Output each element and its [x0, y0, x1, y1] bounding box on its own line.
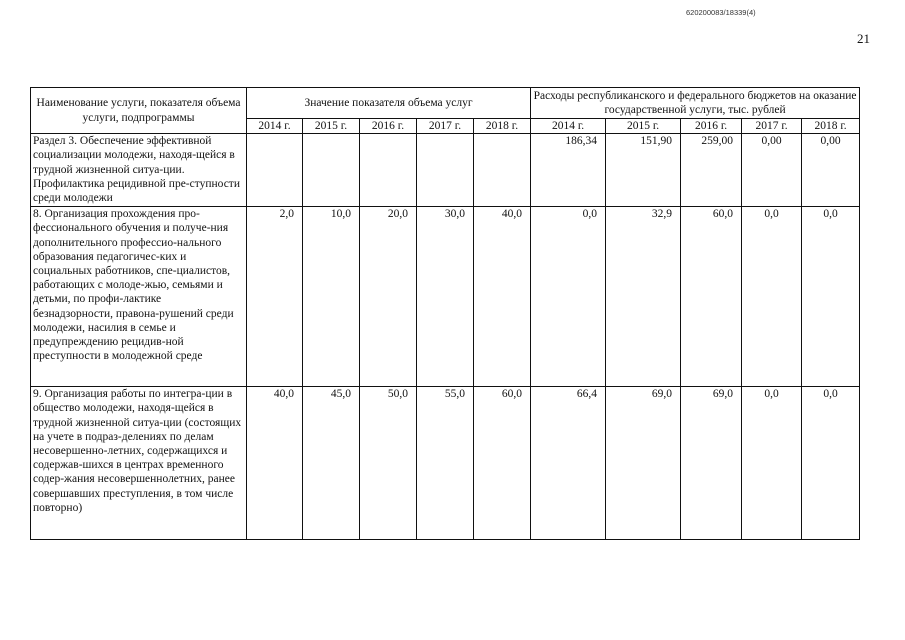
page-number: 21 — [857, 31, 870, 46]
header-service-name: Наименование услуги, показателя объема услуги, подпрограммы — [31, 88, 247, 134]
volume-cell: 20,0 — [360, 207, 417, 387]
expense-cell: 151,90 — [606, 134, 681, 207]
volume-cell — [247, 134, 303, 207]
volume-cell: 40,0 — [247, 387, 303, 540]
volume-cell: 45,0 — [303, 387, 360, 540]
expense-cell: 0,0 — [802, 207, 860, 387]
expense-cell: 69,0 — [606, 387, 681, 540]
document-id: 620200083/18339(4) — [686, 8, 756, 17]
header-row-groups — [31, 88, 860, 119]
header-volume-year: 2018 г. — [474, 119, 531, 134]
header-volume-year: 2015 г. — [303, 119, 360, 134]
expense-cell: 0,00 — [742, 134, 802, 207]
volume-cell — [417, 134, 474, 207]
expense-cell: 60,0 — [681, 207, 742, 387]
volume-cell — [303, 134, 360, 207]
expense-cell: 0,0 — [742, 387, 802, 540]
table-row — [31, 387, 860, 540]
volume-cell: 30,0 — [417, 207, 474, 387]
table-row — [31, 207, 860, 387]
volume-cell: 40,0 — [474, 207, 531, 387]
expense-cell: 186,34 — [531, 134, 606, 207]
expense-cell: 66,4 — [531, 387, 606, 540]
volume-cell: 10,0 — [303, 207, 360, 387]
row-name: 9. Организация работы по интегра-ции в общество молодежи, находя-щейся в трудной жизненной ситуа-ции (состоящих на учете в подраз-делениях по делам несовершенно-летних, содержащихся и содержав-шихся в центрах временного содер-жания несовершеннолетних, ранее совершавших преступления, в том числе повторно) — [31, 387, 247, 540]
expense-cell: 0,0 — [802, 387, 860, 540]
row-name: Раздел 3. Обеспечение эффективной социализации молодежи, находя-щейся в трудной жизненной ситуа-ции. Профилактика рецидивной пре-ступности среди молодежи — [31, 134, 247, 207]
header-volume-year: 2017 г. — [417, 119, 474, 134]
header-expense-year: 2018 г. — [802, 119, 860, 134]
volume-cell: 2,0 — [247, 207, 303, 387]
header-expense-year: 2016 г. — [681, 119, 742, 134]
volume-cell — [360, 134, 417, 207]
header-expense-year: 2014 г. — [531, 119, 606, 134]
expense-cell: 69,0 — [681, 387, 742, 540]
header-expense-year: 2017 г. — [742, 119, 802, 134]
expense-cell: 0,0 — [531, 207, 606, 387]
row-name: 8. Организация прохождения про-фессионального обучения и получе-ния дополнительного профессио-нального образования педагогичес-ких и социальных работников, спе-циалистов, работающих с молоде-жью, семьями и детьми, по профи-лактике безнадзорности, правона-рушений среди молодежи, насилия в семье и предупреждению рецидив-ной преступности в молодежной среде — [31, 207, 247, 387]
expense-cell: 32,9 — [606, 207, 681, 387]
header-volume-year: 2016 г. — [360, 119, 417, 134]
volume-cell — [474, 134, 531, 207]
services-table — [30, 87, 860, 540]
header-expense-year: 2015 г. — [606, 119, 681, 134]
expense-cell: 0,00 — [802, 134, 860, 207]
volume-cell: 50,0 — [360, 387, 417, 540]
volume-cell: 60,0 — [474, 387, 531, 540]
expense-cell: 259,00 — [681, 134, 742, 207]
expense-cell: 0,0 — [742, 207, 802, 387]
header-expense-group: Расходы республиканского и федерального бюджетов на оказание государственной услуги, тыс. рублей — [531, 88, 860, 119]
header-volume-group: Значение показателя объема услуг — [247, 88, 531, 119]
header-volume-year: 2014 г. — [247, 119, 303, 134]
table-row — [31, 134, 860, 207]
volume-cell: 55,0 — [417, 387, 474, 540]
